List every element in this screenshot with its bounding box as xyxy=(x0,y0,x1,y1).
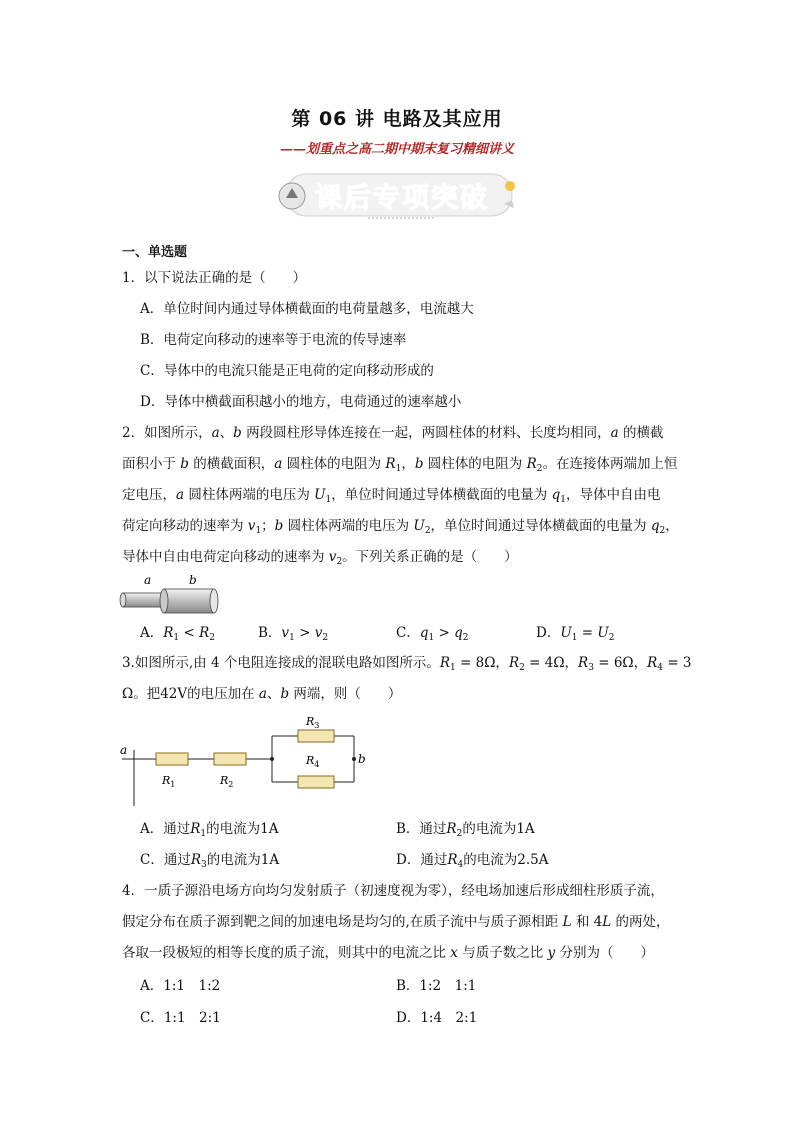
section-heading: 一、单选题 xyxy=(122,245,188,260)
node-b-label: b xyxy=(358,752,366,766)
r4-label: $R_4$ xyxy=(306,754,320,769)
resistor-r3 xyxy=(298,730,334,742)
q4-line-2: 假定分布在质子源到靶之间的加速电场是均匀的,在质子流中与质子源相距 L 和 4L 的两处， xyxy=(122,914,670,930)
page-subtitle: ——划重点之高二期中期末复习精细讲义 xyxy=(279,142,514,157)
q4-option-d: D．1:4 2:1 xyxy=(396,1010,478,1026)
q2-option-d: D．$U_1 = U_2$ xyxy=(536,625,615,643)
q2-option-a: A．$R_1 < R_2$ xyxy=(140,625,215,643)
q1-option-a: A．单位时间内通过导体横截面的电荷量越多，电流越大 xyxy=(140,301,474,317)
fig-label-b: b xyxy=(189,574,197,587)
q3-circuit-diagram xyxy=(118,712,380,812)
r2-label: $R_2$ xyxy=(220,774,234,789)
q2-option-c: C．$q_1 > q_2$ xyxy=(396,625,469,643)
q3-option-c: C．通过$R_3$的电流为1A xyxy=(140,852,280,870)
resistor-r2 xyxy=(214,753,246,765)
r1-label: $R_1$ xyxy=(162,774,176,789)
resistor-r4 xyxy=(298,776,334,788)
q4-option-b: B．1:2 1:1 xyxy=(396,978,477,994)
q4-line-3: 各取一段极短的相等长度的质子流，则其中的电流之比 x 与质子数之比 y 分别为（ ） xyxy=(122,945,654,961)
fig-label-a: a xyxy=(144,574,152,587)
q3-option-d: D．通过$R_4$的电流为2.5A xyxy=(396,852,549,870)
q3-line-2: Ω。把42V的电压加在 a、b 两端，则（ ） xyxy=(122,686,402,702)
banner xyxy=(268,168,524,224)
q1-stem: 1．以下说法正确的是（ ） xyxy=(122,270,307,286)
q2-line-5: 导体中自由电荷定向移动的速率为 $v_2$。下列关系正确的是（ ） xyxy=(122,549,518,567)
q1-option-b: B．电荷定向移动的速率等于电流的传导速率 xyxy=(140,332,407,348)
r3-label: $R_3$ xyxy=(306,715,320,730)
page-title: 第 06 讲 电路及其应用 xyxy=(291,108,503,130)
resistor-r1 xyxy=(156,753,188,765)
q2-line-4: 荷定向移动的速率为 $v_1$；b 圆柱体两端的电压为 $U_2$，单位时间通过导体横截面的电量为 $q_2$， xyxy=(122,518,679,536)
q3-option-b: B．通过$R_2$的电流为1A xyxy=(396,821,535,839)
q1-option-d: D．导体中横截面积越小的地方，电荷通过的速率越小 xyxy=(140,394,462,410)
q2-line-2: 面积小于 b 的横截面积，a 圆柱体的电阻为 $R_1$，b 圆柱体的电阻为 $R_2$。在连接体两端加上恒 xyxy=(122,456,678,474)
q4-option-a: A．1:1 1:2 xyxy=(140,978,221,994)
q3-line-1: 3.如图所示,由 4 个电阻连接成的混联电路如图所示。$R_1 = 8\Omega$，$R_2 = 4\Omega$，$R_3 = 6\Omega$，$R_4 = 3$ xyxy=(122,655,692,673)
q1-option-c: C．导体中的电流只能是正电荷的定向移动形成的 xyxy=(140,363,434,379)
q4-option-c: C．1:1 2:1 xyxy=(140,1010,221,1026)
q2-line-3: 定电压，a 圆柱体两端的电压为 $U_1$，单位时间通过导体横截面的电量为 $q_1$，导体中自由电 xyxy=(122,487,661,505)
q2-line-1: 2．如图所示，a、b 两段圆柱形导体连接在一起，两圆柱体的材料、长度均相同，a 的横截 xyxy=(122,425,664,441)
q2-cylinder-figure xyxy=(118,574,222,616)
q3-option-a: A．通过$R_1$的电流为1A xyxy=(140,821,279,839)
q2-option-b: B．$v_1 > v_2$ xyxy=(258,625,329,643)
q4-line-1: 4．一质子源沿电场方向均匀发射质子（初速度视为零），经电场加速后形成细柱形质子流， xyxy=(122,883,664,899)
node-a-label: a xyxy=(120,743,128,757)
banner-text: 课后专项突破 xyxy=(315,183,489,214)
